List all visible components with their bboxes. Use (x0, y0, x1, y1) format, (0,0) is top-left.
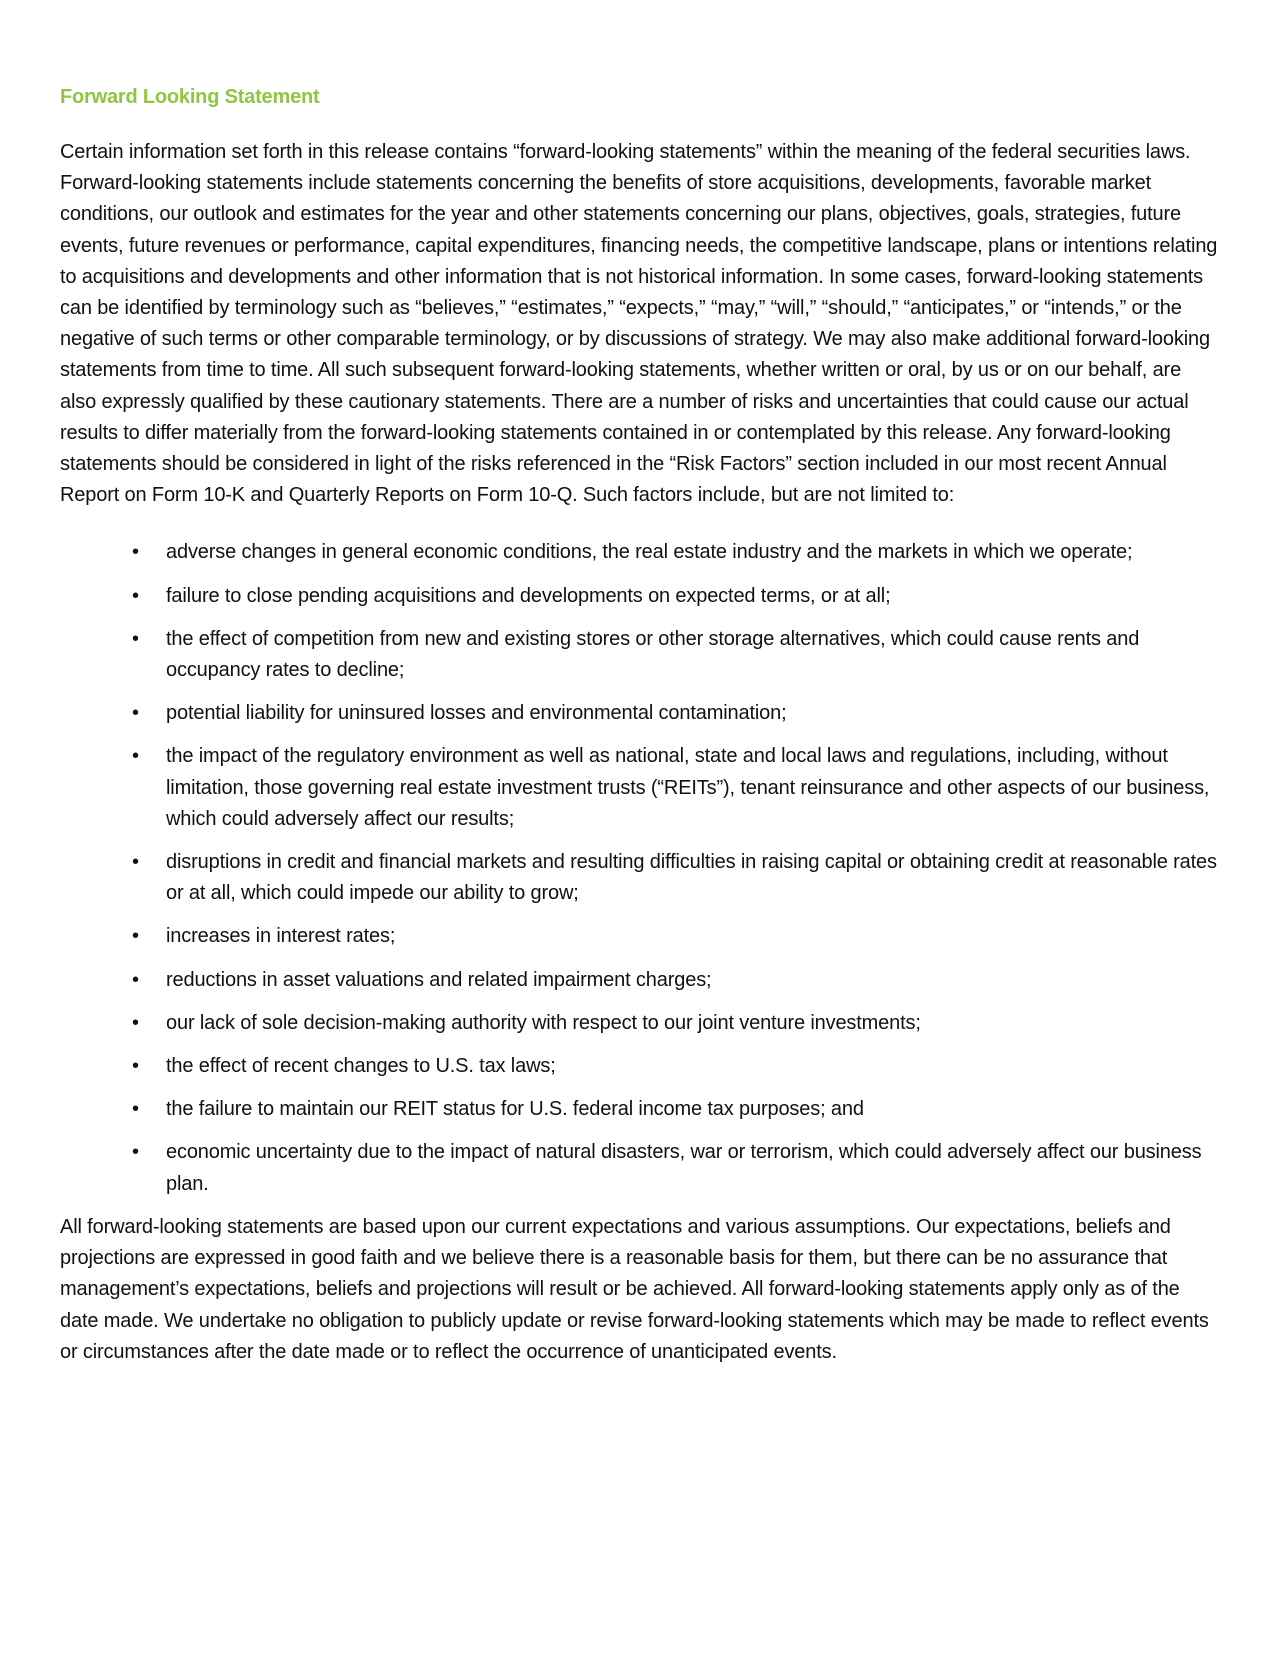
list-item-text: economic uncertainty due to the impact of natural disasters, war or terrorism, which could adversely affect our business plan. (166, 1141, 1202, 1195)
list-item (60, 741, 1218, 835)
list-item (60, 847, 1218, 909)
list-item (60, 1051, 1218, 1082)
page-title: Forward Looking Statement (60, 86, 320, 108)
bullet-icon: • (132, 1055, 139, 1078)
list-item-text: failure to close pending acquisitions and developments on expected terms, or at all; (166, 584, 891, 607)
list-item (60, 624, 1218, 686)
list-item (60, 698, 1218, 729)
bullet-icon: • (132, 851, 139, 874)
bullet-icon: • (132, 1141, 139, 1164)
list-item (60, 581, 1218, 612)
bullet-icon: • (132, 925, 139, 948)
risk-factor-list (60, 537, 1218, 1199)
list-item (60, 537, 1218, 568)
intro-paragraph: Certain information set forth in this release contains “forward-looking statements” within the meaning of the federal securities laws. Forward-looking statements include statements concerning the benefits of store acquisitions, developments, favorable market conditions, our outlook and estimates for the year and other statements concerning our plans, objectives, goals, strategies, future events, future revenues or performance, capital expenditures, financing needs, the competitive landscape, plans or intentions relating to acquisitions and developments and other information that is not historical information. In some cases, forward-looking statements can be identified by terminology such as “believes,” “estimates,” “expects,” “may,” “will,” “should,” “anticipates,” or “intends,” or the negative of such terms or other comparable terminology, or by discussions of strategy. We may also make additional forward-looking statements from time to time. All such subsequent forward-looking statements, whether written or oral, by us or on our behalf, are also expressly qualified by these cautionary statements. There are a number of risks and uncertainties that could cause our actual results to differ materially from the forward-looking statements contained in or contemplated by this release. Any forward-looking statements should be considered in light of the risks referenced in the “Risk Factors” section included in our most recent Annual Report on Form 10-K and Quarterly Reports on Form 10-Q. Such factors include, but are not limited to: (60, 141, 1218, 507)
list-item-text: potential liability for uninsured losses and environmental contamination; (166, 702, 787, 725)
list-item (60, 1137, 1218, 1199)
bullet-icon: • (132, 1011, 139, 1034)
list-item-text: the impact of the regulatory environment as well as national, state and local laws and regulations, including, without limitation, those governing real estate investment trusts (“REITs”), tenant reinsurance and other aspects of our business, which could adversely affect our results; (166, 745, 1210, 830)
bullet-icon: • (132, 1098, 139, 1121)
list-item-text: increases in interest rates; (166, 925, 396, 948)
bullet-icon: • (132, 968, 139, 991)
bullet-icon: • (132, 627, 139, 650)
list-item-text: our lack of sole decision-making authority with respect to our joint venture investments; (166, 1011, 921, 1034)
list-item (60, 1094, 1218, 1125)
list-item (60, 1008, 1218, 1039)
bullet-icon: • (132, 541, 139, 564)
list-item (60, 965, 1218, 996)
list-item-text: the effect of recent changes to U.S. tax laws; (166, 1055, 556, 1078)
closing-paragraph: All forward-looking statements are based upon our current expectations and various assumptions. Our expectations, beliefs and projections are expressed in good faith and we believe there is a reasonable basis for them, but there can be no assurance that management’s expectations, beliefs and projections will result or be achieved. All forward-looking statements apply only as of the date made. We undertake no obligation to publicly update or revise forward-looking statements which may be made to reflect events or circumstances after the date made or to reflect the occurrence of unanticipated events. (60, 1215, 1209, 1363)
bullet-icon: • (132, 584, 139, 607)
bullet-icon: • (132, 702, 139, 725)
list-item-text: the failure to maintain our REIT status for U.S. federal income tax purposes; and (166, 1098, 864, 1121)
list-item-text: reductions in asset valuations and related impairment charges; (166, 968, 712, 991)
document-page (60, 86, 1218, 1368)
list-item (60, 921, 1218, 952)
list-item-text: the effect of competition from new and existing stores or other storage alternatives, which could cause rents and occupancy rates to decline; (166, 627, 1140, 682)
list-item-text: disruptions in credit and financial markets and resulting difficulties in raising capital or obtaining credit at reasonable rates or at all, which could impede our ability to grow; (166, 851, 1217, 905)
list-item-text: adverse changes in general economic conditions, the real estate industry and the markets in which we operate; (166, 541, 1133, 564)
bullet-icon: • (132, 745, 139, 768)
